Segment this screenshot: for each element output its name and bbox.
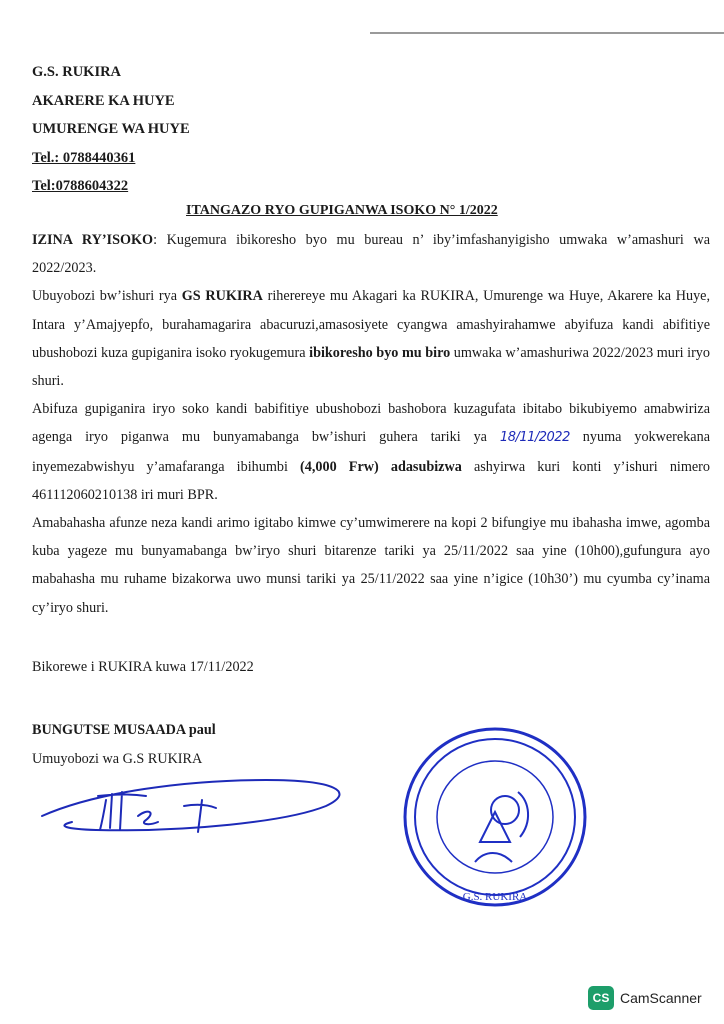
- phone-1: Tel.: 0788440361: [32, 149, 136, 166]
- phone-2: Tel:0788604322: [32, 178, 129, 194]
- p1-text-a: Ubuyobozi bw’ishuri rya: [32, 288, 182, 305]
- p2-text-b: nyuma yokwerekana inyemezabwishyu y’amafaranga ibihumbi: [32, 429, 710, 475]
- p1-school: GS RUKIRA: [181, 288, 263, 305]
- letterhead: [32, 58, 190, 201]
- notice-body: [32, 226, 710, 622]
- tender-name-line: [32, 226, 710, 282]
- official-stamp: [400, 722, 590, 912]
- issue-date: Bikorewe i RUKIRA kuwa 17/11/2022: [32, 659, 254, 675]
- tender-name-text: : Kugemura ibikoresho byo mu bureau n’ iby’imfashanyigisho umwaka w’amashuri wa 2022/2023.: [32, 232, 710, 277]
- camscanner-watermark: [588, 986, 702, 1010]
- handwritten-signature: [36, 772, 354, 842]
- p1-text-b: riherereye mu Akagari ka RUKIRA, Umurenge wa Huye, Akarere ka Huye, Intara y’Amajyepfo, burahamagarira abacuruzi,amasosiyete cyangwa amashyirahamwe abyifuza kandi abifitiye ubushobozi kuza gupiganira isoko ryokugemura: [32, 288, 711, 361]
- district-name: AKARERE KA HUYE: [32, 92, 175, 109]
- notice-title: ITANGAZO RYO GUPIGANWA ISOKO N° 1/2022: [186, 203, 498, 218]
- stamp-text: G.S. RUKIRA: [462, 891, 528, 903]
- p2-text-c: ashyirwa kuri konti y’ishuri nimero 461112060210138 iri muri BPR.: [32, 458, 711, 503]
- p1-items: ibikoresho byo mu biro: [309, 344, 451, 361]
- school-name: G.S. RUKIRA: [32, 64, 122, 80]
- handwritten-date: 18/11/2022: [499, 430, 570, 446]
- signer-role: Umuyobozi wa G.S RUKIRA: [32, 751, 203, 767]
- signer-name: BUNGUTSE MUSAADA paul: [32, 722, 216, 738]
- top-border-line: [370, 32, 724, 34]
- camscanner-label: CamScanner: [620, 990, 702, 1006]
- p1-text-c: umwaka w’amashuriwa 2022/2023 muri iryo shuri.: [32, 344, 710, 390]
- camscanner-icon: CS: [588, 986, 614, 1010]
- tender-name-label: IZINA RY’ISOKO: [32, 232, 154, 248]
- p2-text-a: Abifuza gupiganira iryo soko kandi babifitiye ubushobozi bashobora kuzagufata ibitabo bikubiyemo amabwiriza agenga iryo piganwa mu bunyamabanga bw’ishuri guhera tariki ya: [32, 401, 710, 446]
- p2-amount: (4,000 Frw) adasubizwa: [300, 458, 462, 475]
- paragraph-documents: [32, 395, 710, 509]
- paragraph-submission: Amabahasha afunze neza kandi arimo igitabo kimwe cy’umwimerere na kopi 2 bifungiye mu ibahasha imwe, agomba kuba yageze mu bunyamabanga bw’iryo shuri bitarenze tariki ya 25/11/2022 saa yine (10h00),gufungura ayo mabahasha mu ruhame bizakorwa uwo munsi tariki ya 25/11/2022 saa yine n’igice (10h30’) mu cyumba cy’inama cy’iryo shuri.: [32, 515, 710, 616]
- paragraph-invitation: [32, 282, 710, 395]
- sector-name: UMURENGE WA HUYE: [32, 121, 190, 137]
